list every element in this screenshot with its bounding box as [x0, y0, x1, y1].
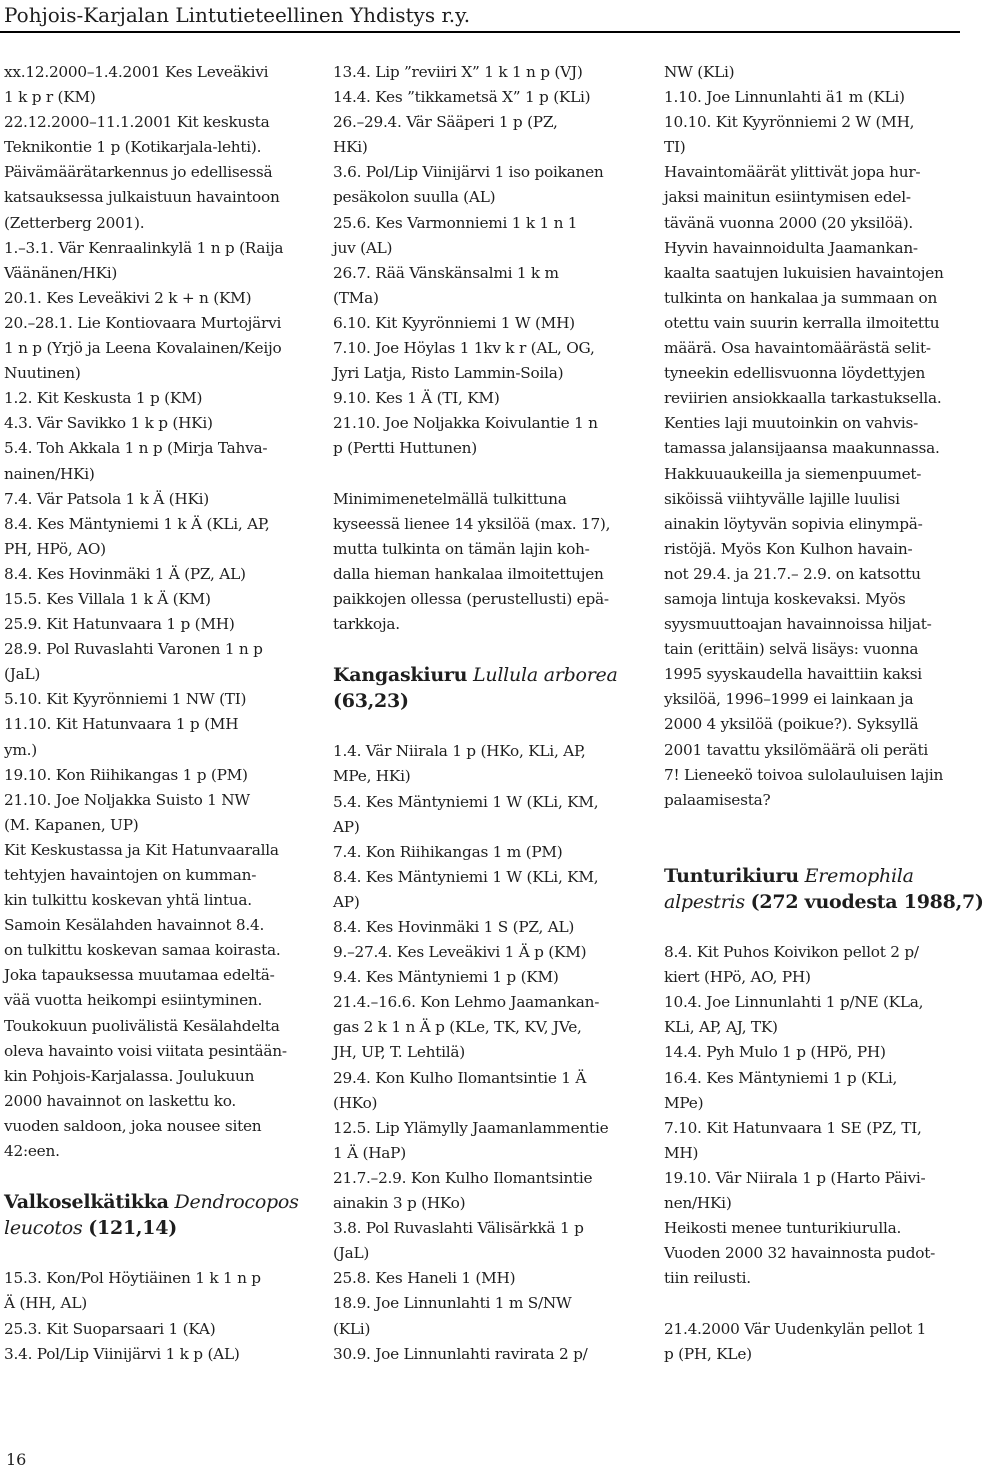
text-line: kyseessä lienee 14 yksilöä (max. 17), [333, 514, 611, 533]
text-line: 7.10. Kit Hatunvaara 1 SE (PZ, TI, [664, 1118, 922, 1137]
text-line: 21.4.–16.6. Kon Lehmo Jaamankan- [333, 993, 600, 1012]
text-line: 7.4. Vär Patsola 1 k Ä (HKi) [4, 489, 210, 508]
text-line: JH, UP, T. Lehtilä) [333, 1043, 466, 1062]
text-line: Kenties laji muutoinkin on vahvis- [664, 414, 919, 433]
text-line: 1.4. Vär Niirala 1 p (HKo, KLi, AP, [333, 742, 586, 761]
species-heading: (63,23) [333, 690, 409, 713]
text-line: 15.3. Kon/Pol Höytiäinen 1 k 1 n p [4, 1269, 261, 1288]
text-line: tarkkoja. [333, 615, 400, 634]
text-line: 1.–3.1. Vär Kenraalinkylä 1 n p (Raija [4, 238, 284, 257]
text-line: (HKo) [333, 1093, 378, 1112]
text-line: samoja lintuja koskevaksi. Myös [664, 589, 906, 608]
text-line: 5.4. Toh Akkala 1 n p (Mirja Tahva- [4, 439, 268, 458]
text-line: 14.4. Pyh Mulo 1 p (HPö, PH) [664, 1043, 886, 1062]
text-line: KLi, AP, AJ, TK) [664, 1018, 778, 1037]
text-line: tävänä vuonna 2000 (20 yksilöä). [664, 213, 914, 232]
text-line: kin Pohjois-Karjalassa. Joulukuun [4, 1066, 255, 1085]
text-line: 9.–27.4. Kes Leveäkivi 1 Ä p (KM) [333, 943, 587, 962]
text-line: gas 2 k 1 n Ä p (KLe, TK, KV, JVe, [333, 1018, 582, 1037]
text-line: 2001 tavattu yksilömäärä oli peräti [664, 740, 929, 759]
text-line: on tulkittu koskevan samaa koirasta. [4, 941, 281, 960]
text-line: PH, HPö, AO) [4, 539, 106, 558]
text-line: 18.9. Joe Linnunlahti 1 m S/NW [333, 1294, 572, 1313]
text-column-2 [333, 60, 629, 1367]
text-line: 1 n p (Yrjö ja Leena Kovalainen/Keijo [4, 339, 282, 358]
text-line: 14.4. Kes ”tikkametsä X” 1 p (KLi) [333, 88, 591, 107]
text-line: 8.4. Kes Mäntyniemi 1 k Ä (KLi, AP, [4, 514, 270, 533]
text-line: not 29.4. ja 21.7.– 2.9. on katsottu [664, 564, 921, 583]
text-line: 6.10. Kit Kyyrönniemi 1 W (MH) [333, 313, 575, 332]
spacer [333, 714, 629, 739]
text-line: 7.10. Joe Höylas 1 1kv k r (AL, OG, [333, 339, 595, 358]
text-line: 21.7.–2.9. Kon Kulho Ilomantsintie [333, 1168, 593, 1187]
text-line: Havaintomäärät ylittivät jopa hur- [664, 163, 921, 182]
text-line: 13.4. Lip ”reviiri X” 1 k 1 n p (VJ) [333, 63, 583, 81]
text-line: Vuoden 2000 32 havainnosta pudot- [664, 1244, 936, 1263]
text-line: 3.6. Pol/Lip Viinijärvi 1 iso poikanen [333, 163, 604, 182]
text-line: ristöjä. Myös Kon Kulhon havain- [664, 539, 913, 558]
spacer [664, 838, 960, 863]
text-line: 21.4.2000 Vär Uudenkylän pellot 1 [664, 1319, 927, 1338]
text-line: pesäkolon suulla (AL) [333, 188, 496, 207]
text-line: juv (AL) [333, 238, 393, 257]
text-line: 8.4. Kit Puhos Koivikon pellot 2 p/ [664, 943, 919, 962]
text-line: (JaL) [333, 1244, 370, 1263]
text-line: 7.4. Kon Riihikangas 1 m (PM) [333, 842, 563, 861]
text-line: 28.9. Pol Ruvaslahti Varonen 1 n p [4, 640, 263, 659]
spacer [664, 813, 960, 838]
text-line: 25.9. Kit Hatunvaara 1 p (MH) [4, 615, 235, 634]
text-line: vuoden saldoon, joka nousee siten [4, 1116, 262, 1135]
text-line: Hakkuuaukeilla ja siemenpuumet- [664, 464, 922, 483]
text-line: tehtyjen havaintojen on kumman- [4, 866, 257, 884]
text-line: 1 Ä (HaP) [333, 1143, 406, 1162]
text-line: HKi) [333, 138, 368, 157]
text-line: 11.10. Kit Hatunvaara 1 p (MH [4, 715, 239, 734]
text-line: kaalta saatujen lukuisien havaintojen [664, 263, 944, 282]
spacer [4, 1164, 300, 1189]
text-line: kiert (HPö, AO, PH) [664, 968, 811, 987]
header-rule [0, 31, 960, 33]
text-line: 1.10. Joe Linnunlahti ä1 m (KLi) [664, 88, 905, 107]
text-line: Jyri Latja, Risto Lammin-Soila) [333, 364, 564, 383]
text-line: 19.10. Kon Riihikangas 1 p (PM) [4, 765, 248, 784]
text-line: 3.4. Pol/Lip Viinijärvi 1 k p (AL) [4, 1344, 240, 1363]
text-line: 9.4. Kes Mäntyniemi 1 p (KM) [333, 968, 559, 987]
text-line: nainen/HKi) [4, 464, 95, 483]
text-line: palaamisesta? [664, 790, 771, 809]
text-line: Hyvin havainnoidulta Jaamankan- [664, 238, 918, 257]
spacer [333, 637, 629, 662]
species-heading: Kangaskiuru Lullula arborea [333, 664, 618, 687]
text-line: p (Pertti Huttunen) [333, 439, 477, 458]
text-line: tain (erittäin) selvä lisäys: vuonna [664, 640, 919, 659]
text-line: mutta tulkinta on tämän lajin koh- [333, 539, 590, 558]
spacer [664, 915, 960, 940]
text-line: NW (KLi) [664, 63, 735, 81]
text-line: (Zetterberg 2001). [4, 213, 145, 232]
text-line: 1995 syyskaudella havaittiin kaksi [664, 665, 922, 684]
text-line: 3.8. Pol Ruvaslahti Välisärkkä 1 p [333, 1219, 584, 1238]
text-line: katsauksessa julkaistuun havaintoon [4, 188, 280, 207]
text-line: Kit Keskustassa ja Kit Hatunvaaralla [4, 840, 279, 859]
text-column-1 [4, 60, 300, 1367]
text-line: xx.12.2000–1.4.2001 Kes Leveäkivi [4, 63, 269, 81]
text-line: ym.) [4, 740, 37, 759]
text-line: (TMa) [333, 288, 379, 307]
publication-title: Pohjois-Karjalan Lintutieteellinen Yhdistys r.y. [4, 3, 471, 27]
text-line: (M. Kapanen, UP) [4, 815, 139, 834]
text-line: 19.10. Vär Niirala 1 p (Harto Päivi- [664, 1168, 926, 1187]
text-line: 5.4. Kes Mäntyniemi 1 W (KLi, KM, [333, 792, 599, 811]
text-line: 5.10. Kit Kyyrönniemi 1 NW (TI) [4, 690, 247, 709]
text-line: Nuutinen) [4, 364, 81, 383]
spacer [4, 1241, 300, 1266]
text-line: 25.8. Kes Haneli 1 (MH) [333, 1269, 516, 1288]
text-line: syysmuuttoajan havainnoissa hiljat- [664, 615, 932, 634]
text-line: paikkojen ollessa (perustellusti) epä- [333, 589, 609, 608]
text-line: 20.1. Kes Leveäkivi 2 k + n (KM) [4, 288, 252, 307]
text-line: vää vuotta heikompi esiintyminen. [4, 991, 263, 1010]
spacer [333, 462, 629, 487]
text-line: MPe) [664, 1093, 704, 1112]
text-line: tiin reilusti. [664, 1269, 751, 1288]
species-heading: Valkoselkätikka Dendrocopos [4, 1191, 299, 1214]
text-line: ainakin löytyvän sopivia elinympä- [664, 514, 923, 533]
text-line: dalla hieman hankalaa ilmoitettujen [333, 564, 604, 583]
text-line: 30.9. Joe Linnunlahti ravirata 2 p/ [333, 1344, 588, 1363]
text-line: Joka tapauksessa muutamaa edeltä- [4, 966, 275, 985]
text-line: oleva havainto voisi viitata pesintään- [4, 1041, 287, 1060]
page-number: 16 [6, 1450, 27, 1469]
text-line: Päivämäärätarkennus jo edellisessä [4, 163, 273, 182]
text-line: Teknikontie 1 p (Kotikarjala-lehti). [4, 138, 262, 157]
text-line: nen/HKi) [664, 1194, 732, 1213]
text-line: siköissä viihtyvälle lajille luulisi [664, 489, 900, 508]
text-line: 8.4. Kes Hovinmäki 1 Ä (PZ, AL) [4, 564, 246, 583]
text-line: 9.10. Kes 1 Ä (TI, KM) [333, 389, 500, 408]
text-line: 21.10. Joe Noljakka Koivulantie 1 n [333, 414, 598, 433]
text-line: 8.4. Kes Hovinmäki 1 S (PZ, AL) [333, 918, 575, 936]
text-line: tamassa jalansijaansa maakunnassa. [664, 439, 940, 458]
text-line: 22.12.2000–11.1.2001 Kit keskusta [4, 113, 270, 132]
text-line: määrä. Osa havaintomäärästä selit- [664, 339, 931, 358]
text-line: 42:een. [4, 1142, 60, 1161]
text-line: 25.3. Kit Suoparsaari 1 (KA) [4, 1319, 216, 1338]
text-line: 29.4. Kon Kulho Ilomantsintie 1 Ä [333, 1068, 587, 1087]
page-header [0, 0, 960, 34]
text-line: 10.4. Joe Linnunlahti 1 p/NE (KLa, [664, 993, 924, 1012]
text-line: p (PH, KLe) [664, 1344, 752, 1363]
text-line: 26.–29.4. Vär Sääperi 1 p (PZ, [333, 113, 558, 132]
text-line: 1 k p r (KM) [4, 88, 96, 107]
text-column-3 [664, 60, 984, 1367]
text-line: Heikosti menee tunturikiurulla. [664, 1219, 902, 1238]
text-line: 12.5. Lip Ylämylly Jaamanlammentie [333, 1118, 609, 1137]
text-line: MH) [664, 1143, 699, 1162]
text-line: 25.6. Kes Varmonniemi 1 k 1 n 1 [333, 213, 578, 232]
text-line: 20.–28.1. Lie Kontiovaara Murtojärvi [4, 313, 282, 332]
text-line: jaksi mainitun esiintymisen edel- [664, 188, 911, 207]
text-line: Ä (HH, AL) [4, 1294, 87, 1313]
text-line: Samoin Kesälahden havainnot 8.4. [4, 916, 265, 935]
text-line: 21.10. Joe Noljakka Suisto 1 NW [4, 790, 250, 809]
species-heading: alpestris (272 vuodesta 1988,7) [664, 891, 984, 913]
text-line: tulkinta on hankalaa ja summaan on [664, 288, 938, 307]
text-line: 26.7. Rää Vänskänsalmi 1 k m [333, 263, 559, 282]
species-heading: Tunturikiuru Eremophila [664, 865, 914, 887]
text-line: 2000 4 yksilöä (poikue?). Syksyllä [664, 715, 919, 734]
text-line: Toukokuun puolivälistä Kesälahdelta [4, 1016, 280, 1035]
text-line: 16.4. Kes Mäntyniemi 1 p (KLi, [664, 1068, 898, 1087]
text-line: 2000 havainnot on laskettu ko. [4, 1091, 237, 1110]
text-line: 4.3. Vär Savikko 1 k p (HKi) [4, 414, 213, 433]
text-line: otettu vain suurin kerralla ilmoitettu [664, 313, 940, 332]
text-line: (KLi) [333, 1319, 371, 1338]
text-line: 7! Lieneekö toivoa sulolauluisen lajin [664, 765, 944, 784]
text-line: tyneekin edellisvuonna löydettyjen [664, 364, 926, 383]
spacer [664, 1291, 960, 1316]
text-line: 15.5. Kes Villala 1 k Ä (KM) [4, 589, 211, 608]
text-line: AP) [333, 817, 360, 836]
text-line: Minimimenetelmällä tulkittuna [333, 489, 567, 508]
text-line: 8.4. Kes Mäntyniemi 1 W (KLi, KM, [333, 867, 599, 886]
text-line: TI) [664, 138, 686, 157]
text-line: MPe, HKi) [333, 767, 411, 786]
text-line: (JaL) [4, 665, 41, 684]
text-line: 1.2. Kit Keskusta 1 p (KM) [4, 389, 203, 408]
text-line: reviirien ansiokkaalla tarkastuksella. [664, 389, 942, 408]
text-line: Väänänen/HKi) [4, 263, 118, 282]
species-heading: leucotos (121,14) [4, 1217, 177, 1240]
text-line: ainakin 3 p (HKo) [333, 1194, 466, 1213]
text-line: 10.10. Kit Kyyrönniemi 2 W (MH, [664, 113, 915, 132]
text-line: yksilöä, 1996–1999 ei lainkaan ja [664, 690, 914, 709]
text-line: kin tulkittu koskevan yhtä lintua. [4, 891, 252, 910]
text-line: AP) [333, 892, 360, 911]
